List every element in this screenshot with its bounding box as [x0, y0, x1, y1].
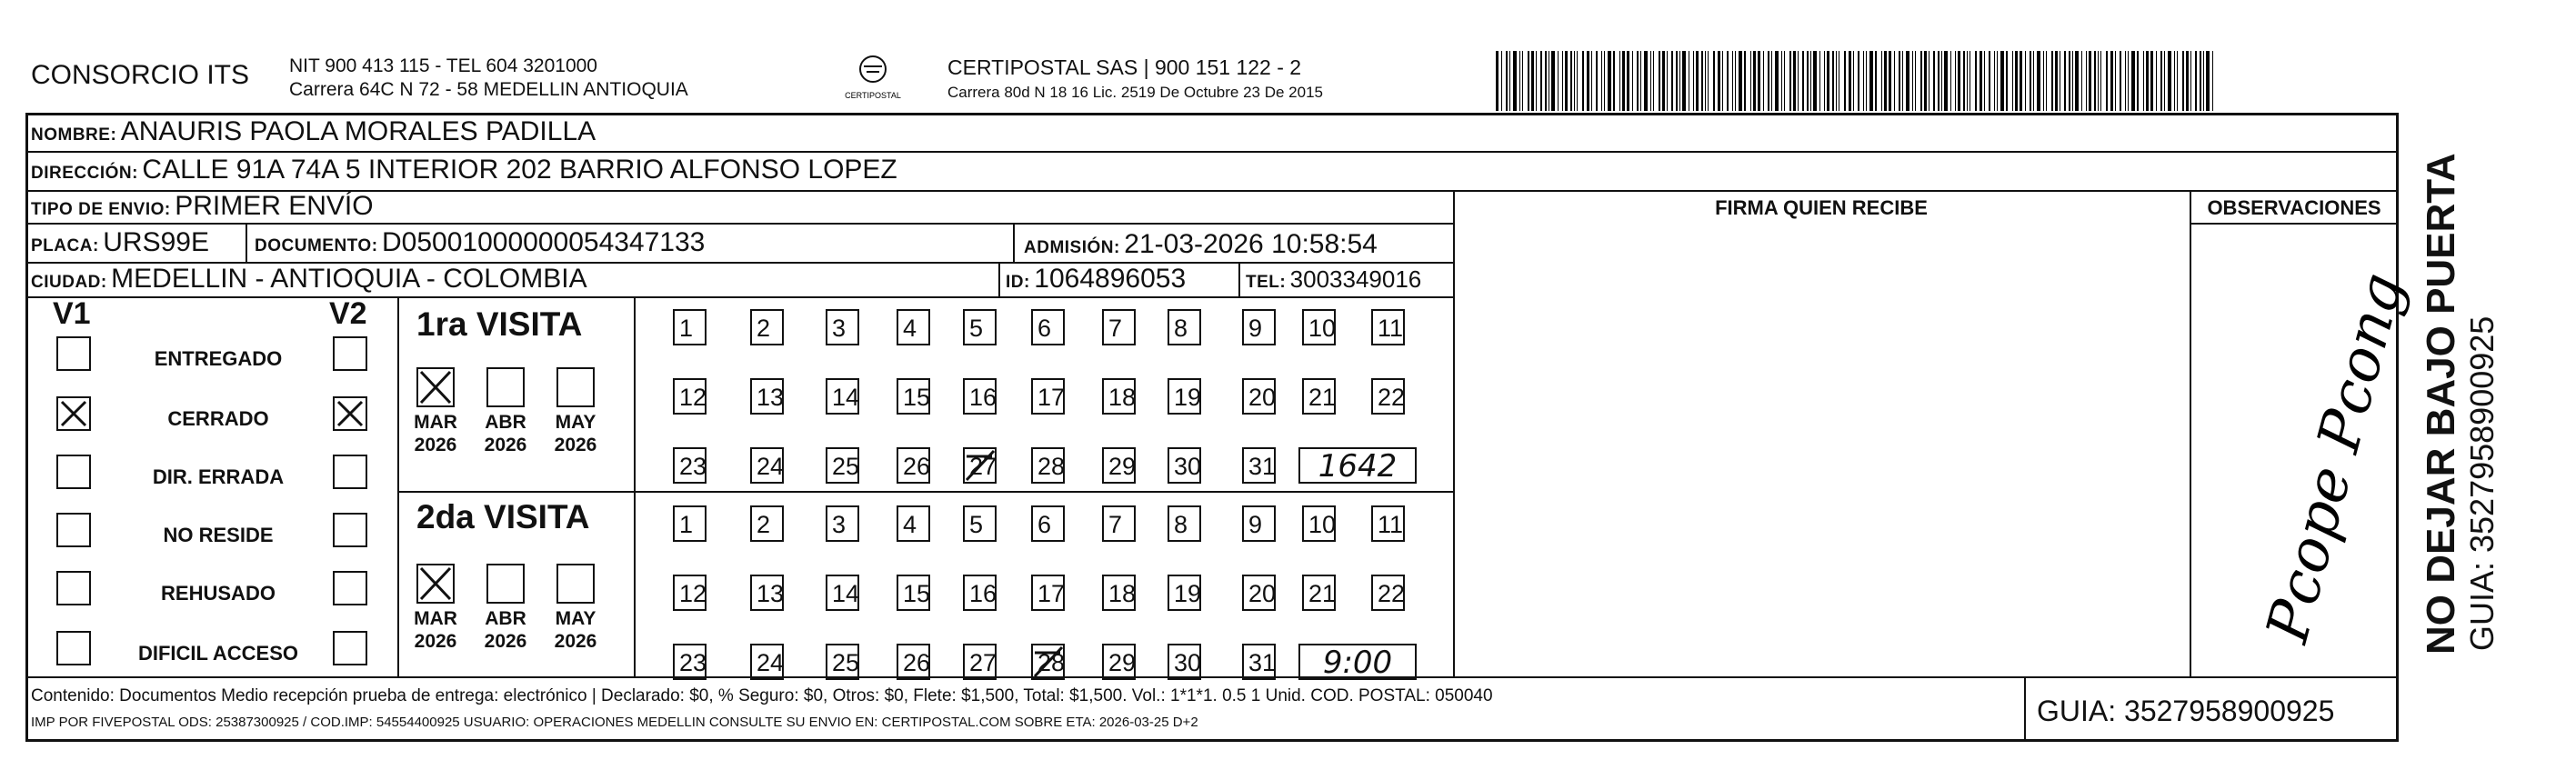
city-value: MEDELLIN - ANTIOQUIA - COLOMBIA [111, 264, 587, 294]
v1-checkbox[interactable] [56, 631, 91, 665]
day-box[interactable] [897, 644, 930, 680]
day-number: 2 [757, 315, 771, 342]
day-number: 13 [757, 384, 785, 411]
tel-value: 3003349016 [1289, 265, 1422, 293]
address-row [31, 155, 897, 185]
company-address: Carrera 64C N 72 - 58 MEDELLIN ANTIOQUIA [289, 79, 688, 100]
day-box[interactable] [750, 447, 784, 484]
month-year: 2026 [414, 435, 457, 455]
day-box[interactable] [826, 378, 859, 415]
day-box[interactable] [1168, 447, 1201, 484]
day-number: 1 [679, 315, 694, 342]
day-box[interactable] [963, 447, 997, 484]
month-checkbox[interactable] [486, 367, 525, 407]
day-box[interactable] [673, 575, 707, 611]
reason-label: REHUSADO [161, 582, 276, 605]
month-label [404, 411, 467, 456]
month-year: 2026 [484, 435, 527, 455]
month-label [544, 411, 607, 456]
day-box[interactable] [1302, 575, 1336, 611]
reason-label: ENTREGADO [154, 347, 283, 370]
day-box[interactable] [673, 447, 707, 484]
admission-value: 21-03-2026 10:58:54 [1124, 229, 1378, 259]
v1-checkbox[interactable] [56, 571, 91, 605]
address-label: DIRECCIÓN: [31, 164, 138, 183]
day-number: 21 [1308, 384, 1337, 411]
v2-header: V2 [329, 296, 367, 331]
day-box[interactable] [1242, 644, 1276, 680]
footer-guia: GUIA: 3527958900925 [2037, 695, 2335, 727]
day-number: 22 [1378, 384, 1406, 411]
visit2-title: 2da VISITA [416, 498, 590, 535]
visit-time-box[interactable]: 1642 [1298, 447, 1417, 484]
day-number: 28 [1037, 649, 1066, 676]
day-number: 9 [1248, 315, 1263, 342]
day-number: 20 [1248, 384, 1277, 411]
day-box[interactable] [897, 378, 930, 415]
v2-checkbox[interactable] [333, 455, 367, 489]
tel-label: TEL: [1246, 273, 1287, 292]
day-number: 8 [1174, 511, 1188, 538]
month-name: MAR [414, 412, 457, 433]
v1-header: V1 [53, 296, 91, 331]
type-value: PRIMER ENVÍO [175, 191, 374, 221]
day-number: 12 [679, 384, 707, 411]
day-number: 13 [757, 580, 785, 607]
v2-checkbox[interactable] [333, 631, 367, 665]
id-row [1006, 264, 1186, 295]
visit-time-box[interactable]: 9:00 [1298, 644, 1417, 680]
signature-header: FIRMA QUIEN RECIBE [1715, 196, 1928, 219]
day-box[interactable] [750, 505, 784, 542]
day-number: 3 [832, 511, 847, 538]
day-number: 23 [679, 649, 707, 676]
day-number: 4 [903, 511, 917, 538]
day-number: 29 [1108, 453, 1137, 480]
day-box[interactable] [897, 447, 930, 484]
day-number: 16 [969, 384, 997, 411]
city-label: CIUDAD: [31, 273, 107, 292]
day-number: 14 [832, 580, 860, 607]
svg-text:CERTIPOSTAL: CERTIPOSTAL [845, 91, 901, 100]
day-number: 8 [1174, 315, 1188, 342]
day-number: 22 [1378, 580, 1406, 607]
day-box[interactable] [1102, 378, 1136, 415]
day-box[interactable] [897, 309, 930, 345]
day-number: 18 [1108, 384, 1137, 411]
month-name: ABR [485, 608, 526, 629]
day-box[interactable] [673, 505, 707, 542]
day-number: 26 [903, 649, 931, 676]
day-box[interactable] [1031, 309, 1065, 345]
day-box[interactable] [750, 378, 784, 415]
day-box[interactable] [963, 575, 997, 611]
day-box[interactable] [1302, 309, 1336, 345]
day-number: 24 [757, 649, 785, 676]
name-label: NOMBRE: [31, 125, 117, 145]
type-label: TIPO DE ENVIO: [31, 200, 171, 219]
visit1-title: 1ra VISITA [416, 305, 583, 343]
v2-checkbox[interactable] [333, 513, 367, 547]
day-box[interactable] [826, 447, 859, 484]
day-box[interactable] [1102, 575, 1136, 611]
day-box[interactable] [1242, 505, 1276, 542]
v1-checkbox[interactable] [56, 513, 91, 547]
reason-label: DIR. ERRADA [152, 465, 285, 488]
day-number: 5 [969, 511, 984, 538]
day-number: 20 [1248, 580, 1277, 607]
id-value: 1064896053 [1034, 264, 1187, 294]
day-box[interactable] [750, 644, 784, 680]
day-number: 2 [757, 511, 771, 538]
day-number: 21 [1308, 580, 1337, 607]
day-number: 4 [903, 315, 917, 342]
document-label: DOCUMENTO: [255, 236, 378, 255]
day-number: 6 [1037, 511, 1052, 538]
day-number: 30 [1174, 453, 1202, 480]
id-label: ID: [1006, 273, 1030, 292]
day-box[interactable] [1302, 505, 1336, 542]
day-box[interactable] [1031, 505, 1065, 542]
company-name: CONSORCIO ITS [31, 60, 250, 90]
day-number: 29 [1108, 649, 1137, 676]
month-year: 2026 [484, 631, 527, 652]
day-number: 6 [1037, 315, 1052, 342]
v1-checkbox[interactable] [56, 396, 91, 431]
day-box[interactable] [750, 575, 784, 611]
month-checkbox[interactable] [416, 367, 455, 407]
day-number: 27 [969, 649, 997, 676]
document-value: D05001000000054347133 [382, 227, 706, 257]
month-label [544, 607, 607, 653]
courier-license: Carrera 80d N 18 16 Lic. 2519 De Octubre 23 De 2015 [947, 84, 1323, 101]
month-checkbox[interactable] [556, 564, 595, 604]
side-notice: NO DEJAR BAJO PUERTA [2419, 153, 2463, 655]
day-box[interactable] [1371, 505, 1405, 542]
month-name: ABR [485, 412, 526, 433]
day-number: 17 [1037, 580, 1066, 607]
plate-label: PLACA: [31, 236, 99, 255]
day-box[interactable] [826, 644, 859, 680]
day-number: 19 [1174, 384, 1202, 411]
day-number: 7 [1108, 511, 1123, 538]
day-number: 11 [1378, 511, 1404, 538]
footer-content: Contenido: Documentos Medio recepción prueba de entrega: electrónico | Declarado: $0, % Seguro: $0, Otros: $0, Flete: $1,500, Total: $1,500. Vol.: 1*1*1. 0.5 1 Unid. COD. POSTAL: 050040 [31, 686, 1493, 705]
day-number: 10 [1308, 511, 1337, 538]
day-box[interactable] [1168, 309, 1201, 345]
day-number: 1 [679, 511, 694, 538]
month-year: 2026 [554, 435, 597, 455]
city-row [31, 264, 587, 295]
day-number: 15 [903, 580, 931, 607]
day-number: 25 [832, 649, 860, 676]
barcode [1496, 51, 2223, 111]
day-box[interactable] [1031, 575, 1065, 611]
courier-name: CERTIPOSTAL SAS | 900 151 122 - 2 [947, 55, 1302, 79]
month-label [474, 607, 537, 653]
day-box[interactable] [826, 575, 859, 611]
address-value: CALLE 91A 74A 5 INTERIOR 202 BARRIO ALFONSO LOPEZ [142, 155, 897, 185]
day-number: 31 [1248, 453, 1277, 480]
day-number: 7 [1108, 315, 1123, 342]
day-box[interactable] [1242, 575, 1276, 611]
day-number: 17 [1037, 384, 1066, 411]
v1-checkbox[interactable] [56, 336, 91, 371]
reason-label: CERRADO [167, 407, 269, 430]
plate-value: URS99E [103, 227, 209, 257]
day-box[interactable] [897, 575, 930, 611]
day-box[interactable] [1031, 378, 1065, 415]
day-number: 10 [1308, 315, 1337, 342]
day-box[interactable] [963, 378, 997, 415]
day-box[interactable] [673, 309, 707, 345]
day-number: 23 [679, 453, 707, 480]
document-row [255, 227, 705, 258]
day-box[interactable] [1302, 378, 1336, 415]
v2-checkbox[interactable] [333, 336, 367, 371]
day-box[interactable] [1242, 309, 1276, 345]
observation-handwriting [2182, 265, 2418, 664]
day-box[interactable] [963, 505, 997, 542]
name-value: ANAURIS PAOLA MORALES PADILLA [120, 116, 596, 146]
month-label [474, 411, 537, 456]
day-box[interactable] [897, 505, 930, 542]
tel-row [1246, 265, 1421, 294]
day-number: 12 [679, 580, 707, 607]
name-row [31, 116, 596, 147]
day-box[interactable] [963, 644, 997, 680]
month-year: 2026 [414, 631, 457, 652]
svg-text:Pcope Pcong: Pcope Pcong [2253, 265, 2418, 650]
day-box[interactable] [1031, 447, 1065, 484]
day-number: 27 [969, 453, 997, 480]
day-number: 19 [1174, 580, 1202, 607]
day-box[interactable] [1242, 447, 1276, 484]
day-number: 18 [1108, 580, 1137, 607]
day-number: 24 [757, 453, 785, 480]
day-number: 25 [832, 453, 860, 480]
plate-row [31, 227, 209, 258]
day-box[interactable] [1371, 309, 1405, 345]
admission-row [1024, 229, 1378, 260]
day-box[interactable] [1371, 575, 1405, 611]
company-nit: NIT 900 413 115 - TEL 604 3201000 [289, 55, 597, 76]
day-box[interactable] [1242, 378, 1276, 415]
day-number: 30 [1174, 649, 1202, 676]
day-box[interactable] [673, 644, 707, 680]
certipostal-logo [837, 51, 909, 105]
day-box[interactable] [826, 505, 859, 542]
day-box[interactable] [1168, 575, 1201, 611]
day-box[interactable] [1102, 309, 1136, 345]
reason-label: DIFICIL ACCESO [137, 642, 298, 665]
day-box[interactable] [1168, 505, 1201, 542]
day-number: 31 [1248, 649, 1277, 676]
day-box[interactable] [1168, 644, 1201, 680]
day-number: 9 [1248, 511, 1263, 538]
day-box[interactable] [1102, 644, 1136, 680]
day-box[interactable] [963, 309, 997, 345]
day-number: 15 [903, 384, 931, 411]
month-label [404, 607, 467, 653]
day-box[interactable] [1031, 644, 1065, 680]
day-number: 28 [1037, 453, 1066, 480]
v2-checkbox[interactable] [333, 396, 367, 431]
admission-label: ADMISIÓN: [1024, 238, 1120, 257]
v1-checkbox[interactable] [56, 455, 91, 489]
footer-print-line: IMP POR FIVEPOSTAL ODS: 25387300925 / COD.IMP: 54554400925 USUARIO: OPERACIONES MEDELLIN CONSULTE SU ENVIO EN: CERTIPOSTAL.COM SOBRE ETA: 2026-03-25 D+2 [31, 715, 1198, 730]
day-number: 11 [1378, 315, 1404, 342]
day-box[interactable] [826, 309, 859, 345]
side-guia: GUIA: 3527958900925 [2463, 315, 2501, 651]
day-number: 5 [969, 315, 984, 342]
day-box[interactable] [673, 378, 707, 415]
day-number: 14 [832, 384, 860, 411]
day-box[interactable] [1102, 505, 1136, 542]
month-checkbox[interactable] [556, 367, 595, 407]
day-box[interactable] [1371, 378, 1405, 415]
month-name: MAY [555, 608, 596, 629]
reason-label: NO RESIDE [163, 524, 274, 546]
day-box[interactable] [750, 309, 784, 345]
day-number: 3 [832, 315, 847, 342]
type-row [31, 191, 374, 222]
month-name: MAR [414, 608, 457, 629]
day-number: 16 [969, 580, 997, 607]
month-year: 2026 [554, 631, 597, 652]
day-box[interactable] [1102, 447, 1136, 484]
month-name: MAY [555, 412, 596, 433]
day-number: 26 [903, 453, 931, 480]
observations-header: OBSERVACIONES [2207, 196, 2381, 219]
day-box[interactable] [1168, 378, 1201, 415]
month-checkbox[interactable] [416, 564, 455, 604]
v2-checkbox[interactable] [333, 571, 367, 605]
month-checkbox[interactable] [486, 564, 525, 604]
